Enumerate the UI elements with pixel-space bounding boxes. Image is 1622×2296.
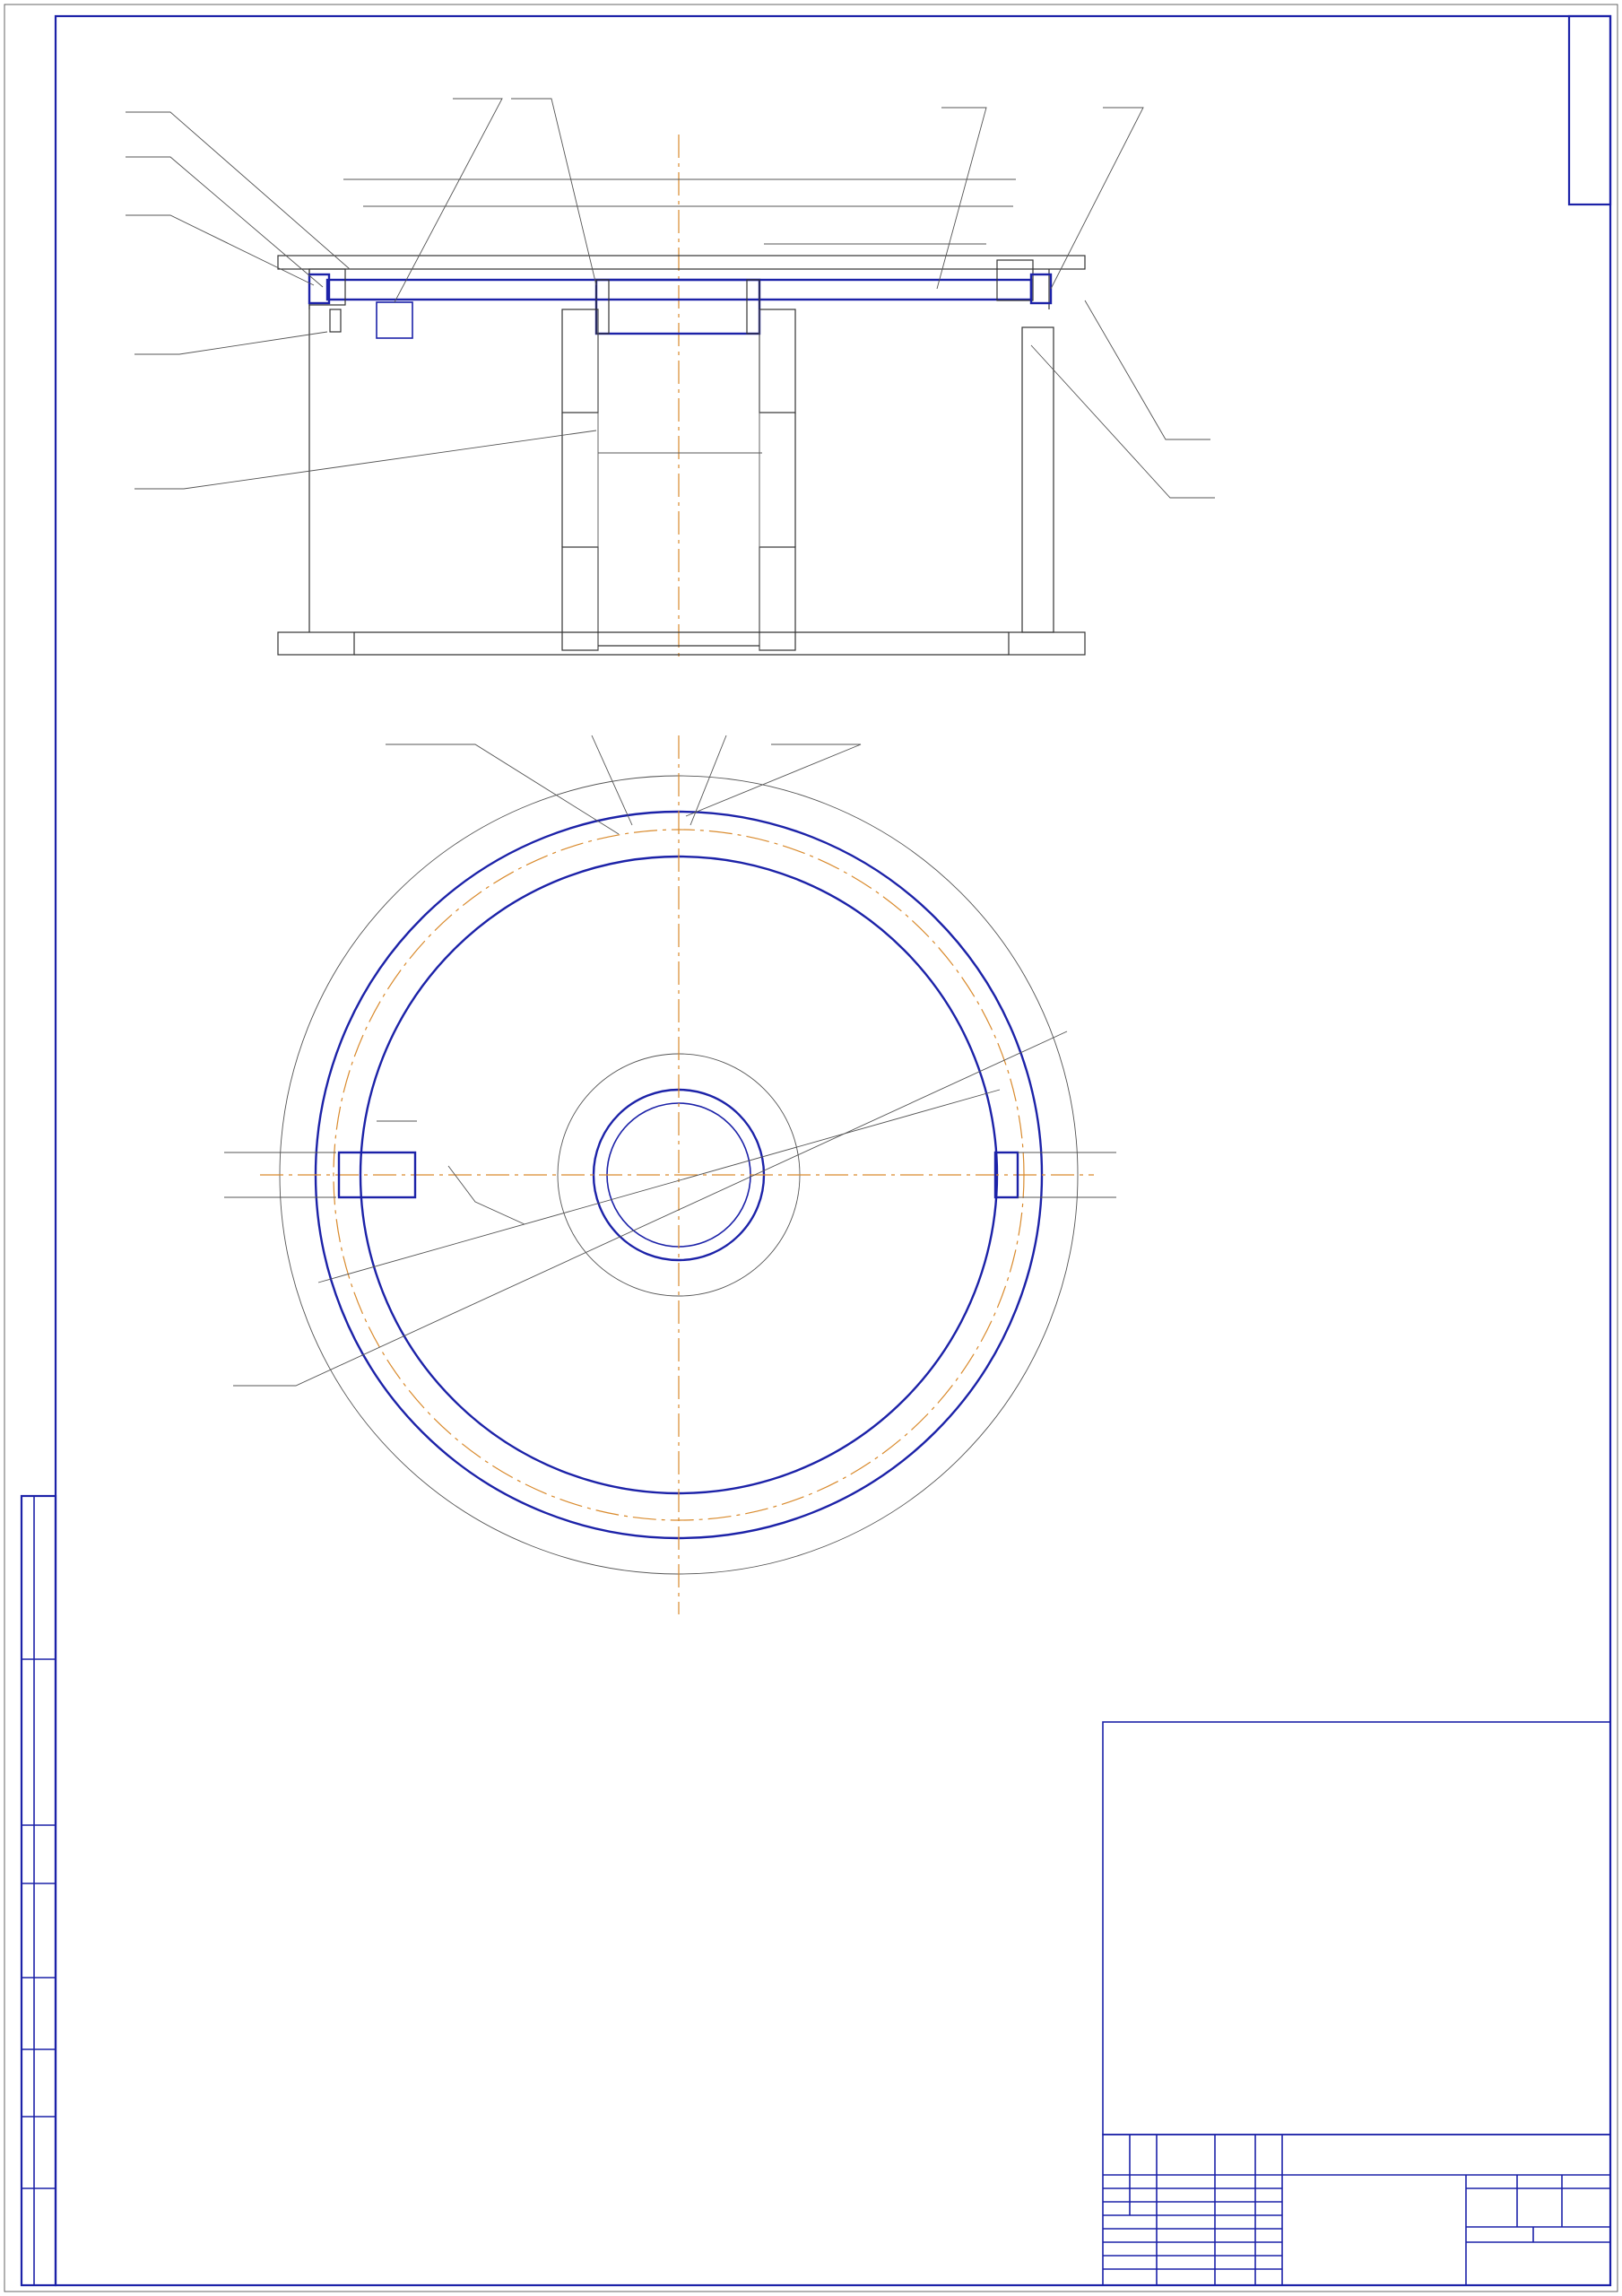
plan-view [224,735,1116,1614]
bom-table [1103,1722,1610,2135]
section-view [126,99,1215,659]
sheet-frame [4,4,1618,2292]
title-block [1103,2135,1610,2285]
side-stamp [22,1496,56,2285]
